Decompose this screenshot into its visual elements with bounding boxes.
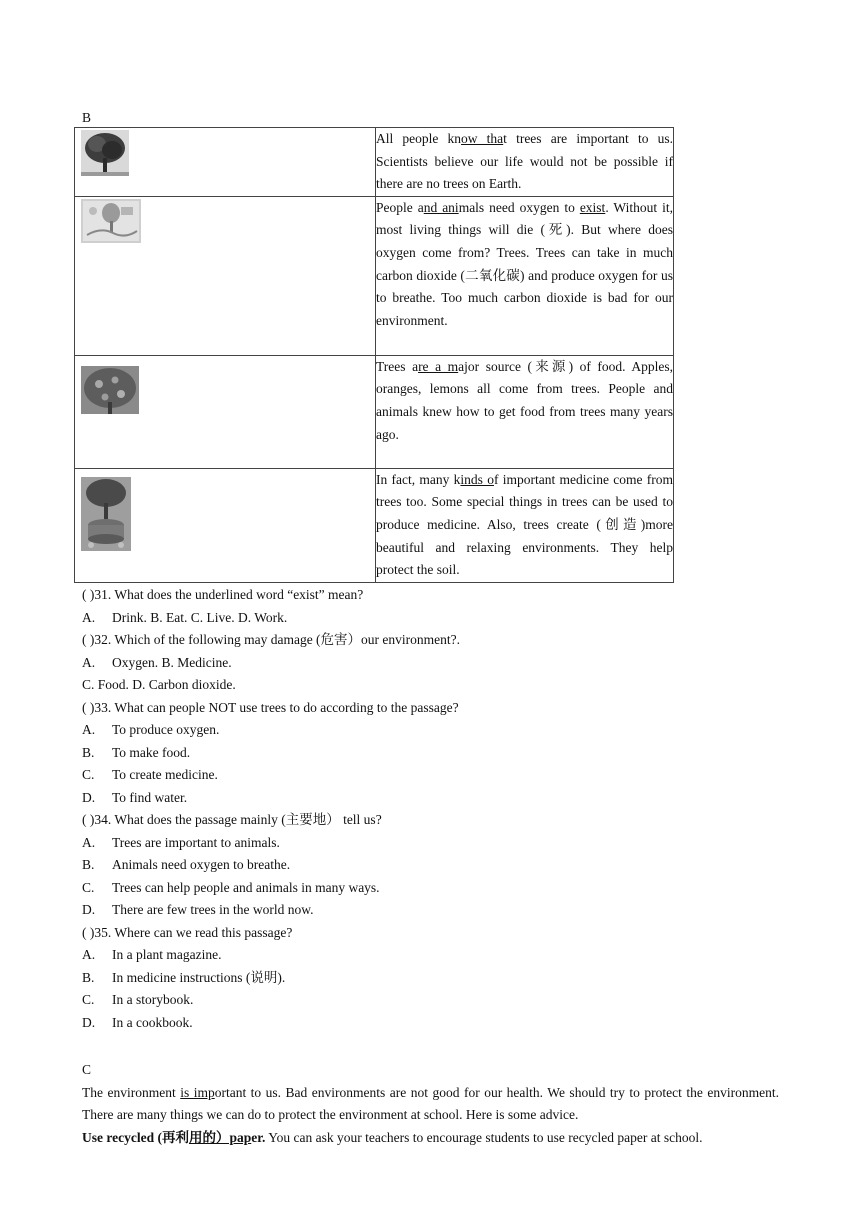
option-letter: A. xyxy=(82,609,96,625)
answer-option xyxy=(82,832,782,855)
image-cell xyxy=(75,196,376,355)
option-letter: C. xyxy=(82,767,95,782)
underlined-text: ow tha xyxy=(461,131,504,146)
text-segment: People a xyxy=(376,199,424,215)
answer-option xyxy=(82,787,782,810)
row-2-text xyxy=(376,196,674,355)
advice-heading: er. xyxy=(251,1129,266,1145)
option-letter: C. xyxy=(82,879,95,895)
answer-option xyxy=(82,854,782,877)
option-text: There are few trees in the world now. xyxy=(112,902,314,917)
underlined-text: 用的）pap xyxy=(188,1129,252,1145)
text-segment: In fact, many k xyxy=(376,471,461,487)
option-letter: A. xyxy=(82,722,96,737)
question-stem: ( )35. Where can we read this passage? xyxy=(82,924,293,940)
text-segment: t trees are important to us. Scientists believe our life would not be possible if there are no trees on Earth. xyxy=(376,131,673,192)
answer-option xyxy=(82,652,782,675)
option-letter: D. xyxy=(82,789,96,805)
option-text: In medicine instructions (说明). xyxy=(112,969,286,985)
option-text: Drink. B. Eat. C. Live. D. Work. xyxy=(112,609,288,625)
option-text: To make food. xyxy=(112,744,191,760)
row-1-text xyxy=(376,128,674,197)
section-b-label: B xyxy=(82,110,92,125)
option-text: Animals need oxygen to breathe. xyxy=(112,857,291,872)
text-segment: You can ask your teachers to encourage students to use recycled paper at school. xyxy=(265,1129,703,1145)
row-3-text xyxy=(376,355,674,468)
option-text: To find water. xyxy=(112,789,188,805)
option-letter: A. xyxy=(82,834,96,850)
answer-option xyxy=(82,607,782,630)
drawing-image xyxy=(81,199,141,243)
answer-option xyxy=(82,944,782,967)
underlined-text: nd ani xyxy=(423,199,459,215)
questions-block xyxy=(82,584,782,1034)
text-segment: All people kn xyxy=(376,131,462,146)
advice-heading: Use recycled (再利 xyxy=(82,1129,189,1145)
option-letter: B. xyxy=(82,744,95,760)
passage-c-paragraph-2 xyxy=(82,1127,779,1150)
answer-option xyxy=(82,742,782,765)
text-segment: mals need oxygen to xyxy=(458,199,580,215)
option-letter: D. xyxy=(82,1014,96,1030)
row-4-text xyxy=(376,468,674,582)
image-cell xyxy=(75,355,376,468)
fruit-tree-image xyxy=(81,366,139,414)
image-cell xyxy=(75,128,376,197)
tree-image xyxy=(81,130,129,176)
answer-option xyxy=(82,764,782,787)
text-segment: . Without it, most living things will die (死). But where does oxygen come from? Trees. Trees can take in much carbon dioxide (二氧化碳) and produce oxygen for us to breathe. Too much carbon dioxide is bad for our environment. xyxy=(376,199,673,328)
question-stem: ( )33. What can people NOT use trees to do according to the passage? xyxy=(82,699,459,715)
option-text: In a cookbook. xyxy=(112,1014,193,1030)
answer-option xyxy=(82,877,782,900)
option-letter: A. xyxy=(82,947,96,962)
option-text: Oxygen. B. Medicine. xyxy=(112,654,232,670)
answer-option xyxy=(82,989,782,1012)
passage-c xyxy=(82,1059,779,1149)
text-segment: The environment xyxy=(82,1084,181,1100)
option-text: In a storybook. xyxy=(112,992,194,1007)
text-segment: f important medicine come from trees too. Some special things in trees can be used to produce medicine. Also, trees create (创造)more beautiful and relaxing environments. They help protect the soil. xyxy=(376,471,673,578)
option-text: C. Food. D. Carbon dioxide. xyxy=(82,677,236,692)
underlined-text: is imp xyxy=(180,1084,215,1100)
passage-c-paragraph-1 xyxy=(82,1082,779,1127)
section-c-label: C xyxy=(82,1062,92,1077)
question-stem: ( )32. Which of the following may damage (危害）our environment?. xyxy=(82,632,461,647)
option-text: Trees can help people and animals in many ways. xyxy=(112,879,380,895)
option-text: In a plant magazine. xyxy=(112,947,222,962)
text-segment: Trees a xyxy=(376,358,419,374)
underlined-text: re a m xyxy=(418,358,459,374)
question-stem: ( )31. What does the underlined word “exist” mean? xyxy=(82,587,364,602)
option-text: To create medicine. xyxy=(112,767,218,782)
underlined-text: exist xyxy=(579,199,606,215)
option-letter: D. xyxy=(82,902,96,917)
answer-option xyxy=(82,1012,782,1035)
pot-tree-image xyxy=(81,477,131,551)
answer-option xyxy=(82,674,782,697)
option-letter: B. xyxy=(82,857,95,872)
option-text: Trees are important to animals. xyxy=(112,834,280,850)
option-letter: B. xyxy=(82,969,95,985)
option-letter: A. xyxy=(82,654,96,670)
underlined-text: inds o xyxy=(460,471,494,487)
text-segment: ajor source (来源) of food. Apples, oranges, lemons all come from trees. People and animals knew how to get food from trees many years ago. xyxy=(376,358,673,442)
option-text: To produce oxygen. xyxy=(112,722,220,737)
answer-option xyxy=(82,967,782,990)
text-segment: ortant to us. Bad environments are not good for our health. We should try to protect the environment. There are many things we can do to protect the environment at school. Here is some advice. xyxy=(82,1084,779,1122)
option-letter: C. xyxy=(82,992,95,1007)
question-stem: ( )34. What does the passage mainly (主要地） tell us? xyxy=(82,812,382,827)
answer-option xyxy=(82,719,782,742)
image-cell xyxy=(75,468,376,582)
answer-option xyxy=(82,899,782,922)
passage-b-table xyxy=(74,127,674,583)
